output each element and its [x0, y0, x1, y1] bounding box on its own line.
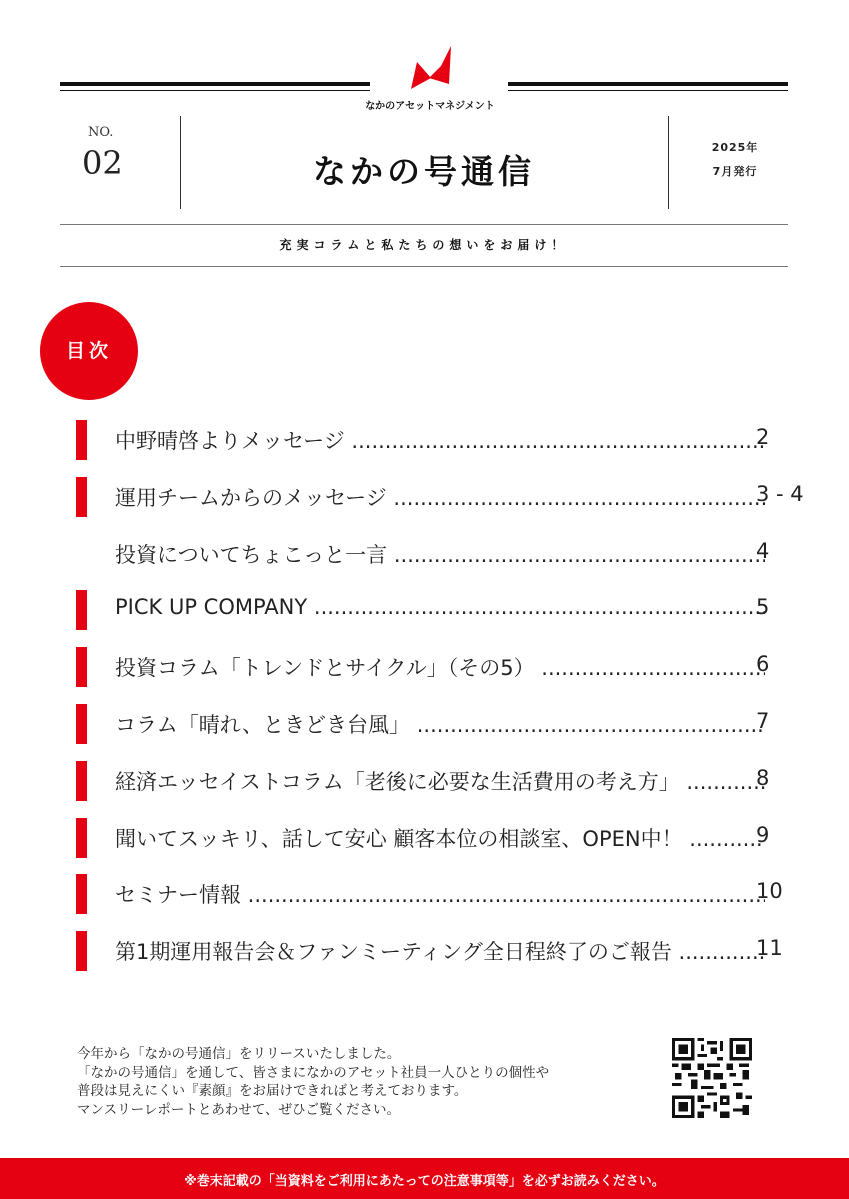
- table-of-contents: [76, 420, 826, 988]
- toc-item-title: 中野晴啓よりメッセージ .....: [115, 425, 765, 455]
- toc-item-title: 投資コラム「トレンドとサイクル」（その5） .....: [115, 652, 765, 682]
- toc-item[interactable]: [76, 704, 826, 761]
- toc-item[interactable]: [76, 590, 826, 647]
- page-title: なかの号通信: [313, 152, 535, 191]
- footer-notice: ※巻末記載の「当資料をご利用にあたっての注意事項等」を必ずお読みください。: [184, 1174, 665, 1189]
- toc-item-page: 11: [756, 936, 783, 961]
- intro-line: マンスリーレポートとあわせて、ぜひご覧ください。: [77, 1101, 401, 1118]
- intro-line: 今年から「なかの号通信」をリリースいたしました。: [77, 1046, 401, 1062]
- toc-item-page: 9: [756, 822, 770, 847]
- toc-item[interactable]: [76, 761, 826, 818]
- toc-item-title: セミナー情報 .....: [115, 879, 765, 909]
- toc-item-title: 運用チームからのメッセージ .....: [115, 482, 765, 512]
- toc-marker: [76, 590, 87, 630]
- toc-item-page: 5: [756, 595, 770, 620]
- issue-number: 02: [82, 144, 123, 182]
- toc-marker: [76, 761, 87, 801]
- toc-item-page: 4: [756, 538, 770, 563]
- toc-item-title: 投資についてちょこっと一言 .....: [115, 539, 765, 569]
- header-rule-right-thin: [508, 90, 788, 91]
- toc-item-title: 経済エッセイストコラム「老後に必要な生活費用の考え方」 .....: [115, 766, 765, 796]
- toc-marker: [76, 704, 87, 744]
- qr-code-icon[interactable]: [672, 1038, 752, 1118]
- header-rule-left-thick: [60, 82, 370, 86]
- intro-line: 「なかの号通信」を通して、皆さまになかのアセット社員一人ひとりの個性や: [77, 1064, 550, 1081]
- toc-item[interactable]: [76, 534, 826, 591]
- toc-heading-badge: 目次: [40, 302, 138, 400]
- intro-line: 普段は見えにくい『素顔』をお届けできればと考えております。: [77, 1083, 468, 1099]
- company-name: なかのアセットマネジメント: [365, 101, 495, 112]
- toc-item-page: 7: [756, 708, 770, 733]
- intro-paragraph: [77, 1045, 657, 1119]
- issue-release: 7月発行: [712, 165, 758, 178]
- toc-marker: [76, 818, 87, 858]
- toc-item-page: 3 - 4: [756, 481, 804, 506]
- issue-label: NO.: [88, 125, 114, 140]
- header-rule-right-thick: [508, 82, 788, 86]
- toc-marker: [76, 647, 87, 687]
- header-divider-right: [668, 116, 669, 209]
- toc-item-title: 聞いてスッキリ、話して安心 顧客本位の相談室、OPEN中！ .....: [115, 823, 765, 853]
- toc-item-title: PICK UP COMPANY .....: [115, 595, 765, 619]
- tagline-rule-bottom: [60, 266, 788, 267]
- tagline: 充実コラムと私たちの想いをお届け！: [279, 238, 569, 252]
- toc-item-page: 8: [756, 765, 770, 790]
- toc-item[interactable]: [76, 931, 826, 988]
- toc-item-title: コラム「晴れ、ときどき台風」 .....: [115, 709, 765, 739]
- toc-marker: [76, 477, 87, 517]
- toc-item[interactable]: [76, 818, 826, 875]
- toc-item[interactable]: [76, 420, 826, 477]
- company-logo-icon: [405, 44, 455, 94]
- toc-item[interactable]: [76, 477, 826, 534]
- toc-item[interactable]: [76, 874, 826, 931]
- toc-item-title: 第1期運用報告会＆ファンミーティング全日程終了のご報告 .....: [115, 936, 765, 966]
- toc-item-page: 2: [756, 425, 770, 449]
- toc-item[interactable]: [76, 647, 826, 704]
- issue-year: 2025年: [711, 141, 759, 154]
- toc-marker: [76, 874, 87, 914]
- tagline-rule-top: [60, 224, 788, 225]
- toc-item-page: 6: [756, 652, 770, 677]
- header-rule-left-thin: [60, 90, 370, 91]
- toc-marker: [76, 420, 87, 460]
- toc-marker: [76, 931, 87, 971]
- toc-item-page: 10: [756, 879, 783, 904]
